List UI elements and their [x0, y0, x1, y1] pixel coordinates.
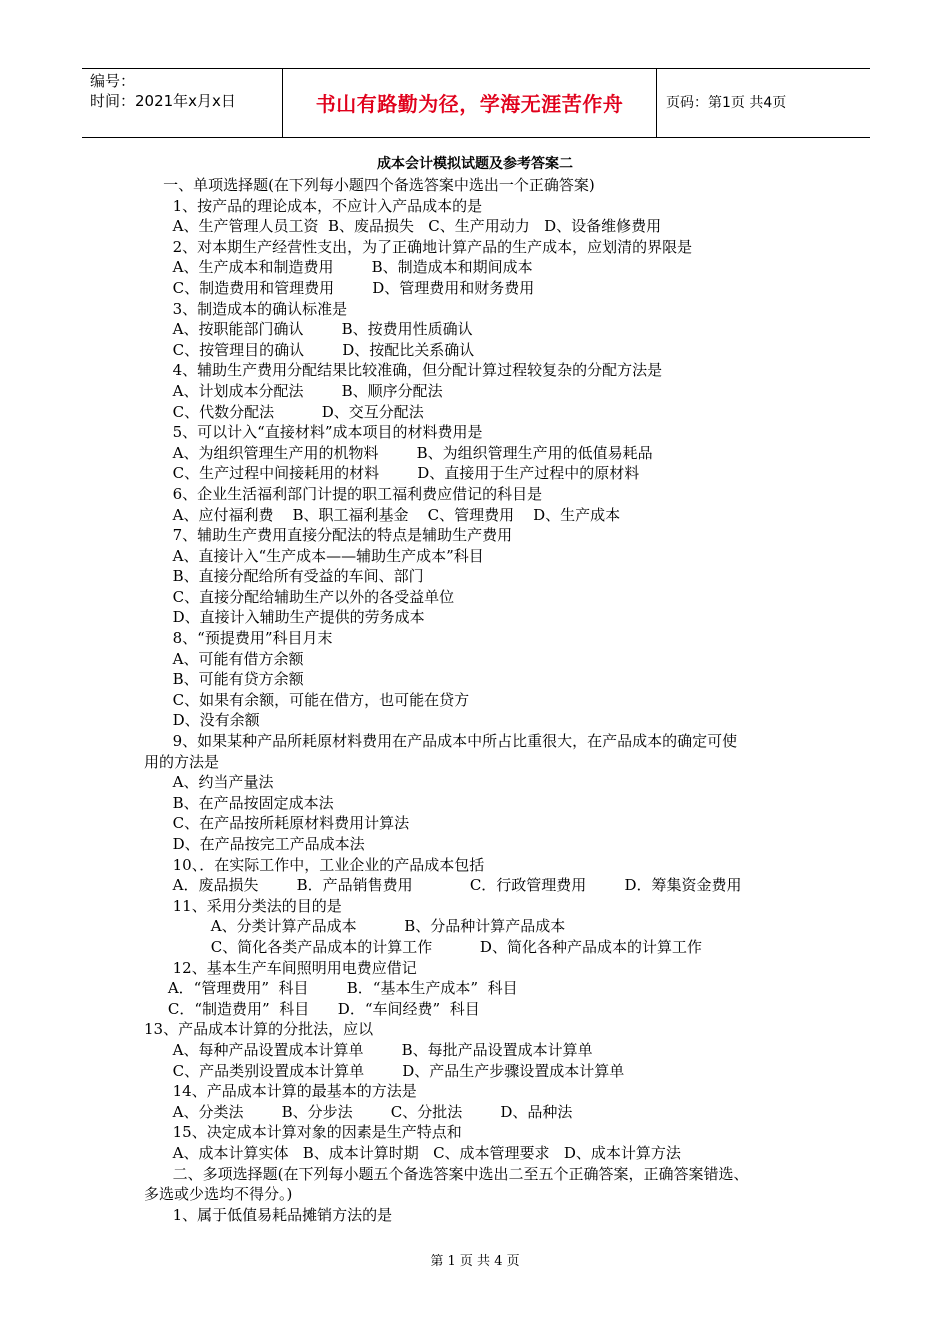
text-line: C、产品类别设置成本计算单 D、产品生产步骤设置成本计算单 — [144, 1061, 625, 1080]
text-line: A、分类法 B、分步法 C、分批法 D、品种法 — [144, 1102, 573, 1121]
text-line: A、按职能部门确认 B、按费用性质确认 — [144, 320, 473, 339]
text-line: A、应付福利费 B、职工福利基金 C、管理费用 D、生产成本 — [144, 505, 621, 524]
text-line: A、约当产量法 — [144, 773, 274, 792]
text-line: B、在产品按固定成本法 — [144, 793, 334, 812]
text-line: 用的方法是 — [144, 752, 220, 771]
text-line: A．废品损失 B．产品销售费用 C．行政管理费用 D．筹集资金费用 — [144, 876, 742, 895]
text-line: A、可能有借方余额 — [144, 649, 304, 668]
text-line: 10、．在实际工作中，工业企业的产品成本包括 — [144, 855, 485, 874]
header-meta — [90, 71, 280, 111]
text-line: 7、辅助生产费用直接分配法的特点是辅助生产费用 — [144, 526, 513, 545]
text-line: C、如果有余额，可能在借方，也可能在贷方 — [144, 690, 470, 709]
text-line: A、为组织管理生产用的机物料 B、为组织管理生产用的低值易耗品 — [144, 443, 653, 462]
text-line: 13、产品成本计算的分批法，应以 — [144, 1020, 374, 1039]
header-divider — [656, 69, 657, 137]
text-line: C、制造费用和管理费用 D、管理费用和财务费用 — [144, 278, 535, 297]
text-line: 15、决定成本计算对象的因素是生产特点和 — [144, 1123, 462, 1142]
text-line: D、直接计入辅助生产提供的劳务成本 — [144, 608, 425, 627]
text-line: C、代数分配法 D、交互分配法 — [144, 402, 424, 421]
time-label: 时间：2021年x月x日 — [90, 92, 236, 110]
text-line: 4、辅助生产费用分配结果比较准确，但分配计算过程较复杂的分配方法是 — [144, 361, 663, 380]
text-line: A、生产成本和制造费用 B、制造成本和期间成本 — [144, 258, 533, 277]
text-line: 6、企业生活福利部门计提的职工福利费应借记的科目是 — [144, 484, 543, 503]
page-footer: 第 1 页 共 4 页 — [430, 1254, 520, 1269]
text-line: 多选或少选均不得分。) — [144, 1185, 293, 1204]
text-line: B、可能有贷方余额 — [144, 670, 304, 689]
text-line: D、没有余额 — [144, 711, 260, 730]
text-line: A、分类计算产品成本 B、分品种计算产品成本 — [144, 917, 566, 936]
serial-label: 编号： — [90, 72, 136, 90]
page-header — [82, 68, 870, 138]
text-line: 12、基本生产车间照明用电费应借记 — [144, 958, 417, 977]
header-page-info: 页码：第1页 共4页 — [666, 95, 787, 111]
document-title: 成本会计模拟试题及参考答案二 — [377, 156, 573, 172]
text-line: C、直接分配给辅助生产以外的各受益单位 — [144, 587, 455, 606]
text-line: 一、单项选择题(在下列每小题四个备选答案中选出一个正确答案) — [144, 176, 595, 194]
text-line: A、直接计入“生产成本——辅助生产成本”科目 — [144, 546, 484, 565]
text-line: C、简化各类产品成本的计算工作 D、简化各种产品成本的计算工作 — [144, 937, 702, 956]
header-motto: 书山有路勤为径，学海无涯苦作舟 — [315, 92, 624, 116]
text-line: 1、属于低值易耗品摊销方法的是 — [144, 1205, 393, 1224]
text-line: 二、多项选择题(在下列每小题五个备选答案中选出二至五个正确答案，正确答案错选、 — [144, 1164, 749, 1183]
text-line: 2、对本期生产经营性支出，为了正确地计算产品的生产成本，应划清的界限是 — [144, 237, 693, 256]
text-line: C、生产过程中间接耗用的材料 D、直接用于生产过程中的原材料 — [144, 464, 640, 483]
text-line: C．“制造费用” 科目 D．“车间经费” 科目 — [144, 999, 480, 1018]
text-line: D、在产品按完工产品成本法 — [144, 835, 365, 853]
text-line: 14、产品成本计算的最基本的方法是 — [144, 1082, 417, 1101]
text-line: 11、采用分类法的目的是 — [144, 896, 342, 915]
text-line: 5、可以计入“直接材料”成本项目的材料费用是 — [144, 423, 483, 442]
text-line: C、按管理目的确认 D、按配比关系确认 — [144, 340, 475, 359]
text-line: 8、“预提费用”科目月末 — [144, 629, 333, 648]
text-line: B、直接分配给所有受益的车间、部门 — [144, 567, 424, 586]
text-line: A．“管理费用” 科目 B．“基本生产成本” 科目 — [144, 979, 518, 998]
document-body — [144, 175, 824, 1225]
text-line: A、每种产品设置成本计算单 B、每批产品设置成本计算单 — [144, 1040, 593, 1059]
text-line: A、成本计算实体 B、成本计算时期 C、成本管理要求 D、成本计算方法 — [144, 1143, 681, 1162]
text-line: C、在产品按所耗原材料费用计算法 — [144, 814, 410, 833]
text-line: 1、按产品的理论成本，不应计入产品成本的是 — [144, 196, 483, 215]
text-line: A、生产管理人员工资 B、废品损失 C、生产用动力 D、设备维修费用 — [144, 217, 662, 236]
text-line: 3、制造成本的确认标准是 — [144, 299, 348, 318]
text-line: 9、如果某种产品所耗原材料费用在产品成本中所占比重很大，在产品成本的确定可使 — [144, 732, 738, 751]
text-line: A、计划成本分配法 B、顺序分配法 — [144, 381, 443, 400]
